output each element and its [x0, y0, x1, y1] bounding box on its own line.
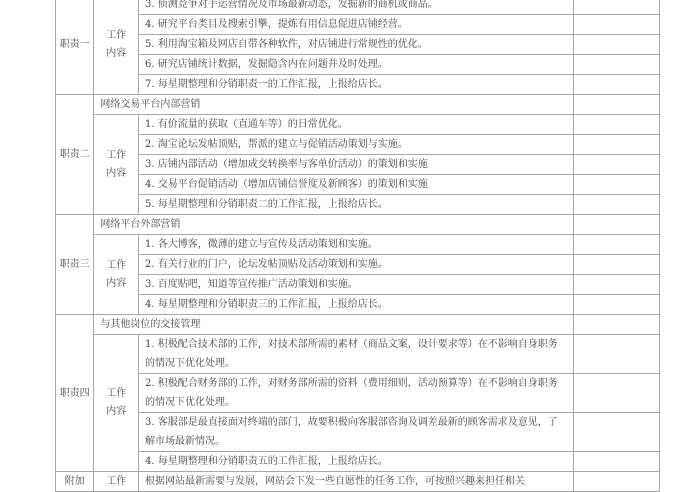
note-cell: [573, 95, 659, 115]
work-content-label: 工作 内容: [94, 0, 139, 95]
duty-item: 5. 利用淘宝箱及网店自带各种软件，对店铺进行常规性的优化。: [139, 35, 574, 55]
duty-label: 职责二: [56, 95, 94, 215]
table-row: [56, 35, 660, 55]
table-row: [56, 0, 660, 15]
table-row: [56, 452, 660, 472]
table-row: [56, 15, 660, 35]
note-cell: [573, 315, 659, 335]
duty-item: 4. 交易平台促销活动（增加店铺信誉度及新顾客）的策划和实施: [139, 175, 574, 195]
table-row: [56, 135, 660, 155]
duty-item: 2. 有关行业的门户，论坛发帖顶贴及活动策划和实施。: [139, 255, 574, 275]
duty-item: 3. 店铺内部活动（增加成交转换率与客单价活动）的策划和实施: [139, 155, 574, 175]
note-cell: [573, 135, 659, 155]
note-cell: [573, 472, 659, 492]
duty-item: 4. 研究平台类目及搜索引擎，提炼有用信息促进店铺经营。: [139, 15, 574, 35]
duty-item: 4. 每星期整理和分销职责五的工作汇报，上报给店长。: [139, 452, 574, 472]
note-cell: [573, 55, 659, 75]
duty-item: 2. 积极配合财务部的工作，对财务部所需的资料（费用细则，活动预算等）在不影响自身职务的情况下优化处理。: [139, 374, 574, 413]
section-header: 网络平台外部营销: [94, 215, 573, 235]
work-content-label: 工作 内容: [94, 115, 139, 215]
table-row: [56, 95, 660, 115]
table-row: [56, 235, 660, 255]
note-cell: [573, 335, 659, 374]
table-row: [56, 155, 660, 175]
note-cell: [573, 295, 659, 315]
duty-label: 职责一: [56, 0, 94, 95]
table-row: [56, 295, 660, 315]
table-row: [56, 374, 660, 413]
duty-label: 附加: [56, 472, 94, 492]
duty-item: 1. 各大博客，微薄的建立与宣传及活动策划和实施。: [139, 235, 574, 255]
duty-item: 3. 侦测竞争对手运营情况及市场最新动态，发掘新的商机或商品。: [139, 0, 574, 15]
duty-item: 4. 每星期整理和分销职责三的工作汇报，上报给店长。: [139, 295, 574, 315]
duty-item: 7. 每星期整理和分销职责一的工作汇报，上报给店长。: [139, 75, 574, 95]
note-cell: [573, 15, 659, 35]
table-row: [56, 315, 660, 335]
note-cell: [573, 115, 659, 135]
note-cell: [573, 235, 659, 255]
note-cell: [573, 452, 659, 472]
note-cell: [573, 374, 659, 413]
note-cell: [573, 175, 659, 195]
note-cell: [573, 155, 659, 175]
duty-item: 根据网站最新需要与发展，网站会下发一些自愿性的任务工作，可按照兴趣来担任相关: [139, 472, 574, 492]
note-cell: [573, 75, 659, 95]
table-row: [56, 75, 660, 95]
note-cell: [573, 215, 659, 235]
section-header: 网络交易平台内部营销: [94, 95, 573, 115]
table-row: [56, 472, 660, 492]
note-cell: [573, 35, 659, 55]
note-cell: [573, 255, 659, 275]
note-cell: [573, 195, 659, 215]
table-row: [56, 55, 660, 75]
duty-label: 职责四: [56, 315, 94, 472]
duty-item: 3. 客服部是最直接面对终端的部门，故要积极向客服部咨询及调差最新的顾客需求及意见，了解市场最新情况。: [139, 413, 574, 452]
note-cell: [573, 0, 659, 15]
work-content-label: 工作 内容: [94, 235, 139, 315]
table-row: [56, 215, 660, 235]
table-row: [56, 335, 660, 374]
table-row: [56, 175, 660, 195]
duty-item: 2. 淘宝论坛发帖顶贴，帮派的建立与促销活动策划与实施。: [139, 135, 574, 155]
duty-item: 5. 每星期整理和分销职责二的工作汇报，上报给店长。: [139, 195, 574, 215]
table-row: [56, 275, 660, 295]
table-row: [56, 413, 660, 452]
note-cell: [573, 413, 659, 452]
table-row: [56, 115, 660, 135]
duty-label: 职责三: [56, 215, 94, 315]
duty-item: 6. 研究店铺统计数据，发掘隐含内在问题并及时处理。: [139, 55, 574, 75]
duty-item: 1. 有价流量的获取（直通车等）的日常优化。: [139, 115, 574, 135]
table-row: [56, 255, 660, 275]
work-label: 工作: [94, 472, 139, 492]
work-content-label: 工作 内容: [94, 335, 139, 472]
responsibility-table: [55, 0, 660, 492]
section-header: 与其他岗位的交接管理: [94, 315, 573, 335]
duty-item: 3. 百度贴吧，知道等宣传推广活动策划和实施。: [139, 275, 574, 295]
duty-item: 1. 积极配合技术部的工作，对技术部所需的素材（商品文案，设计要求等）在不影响自身职务的情况下优化处理。: [139, 335, 574, 374]
note-cell: [573, 275, 659, 295]
table-row: [56, 195, 660, 215]
